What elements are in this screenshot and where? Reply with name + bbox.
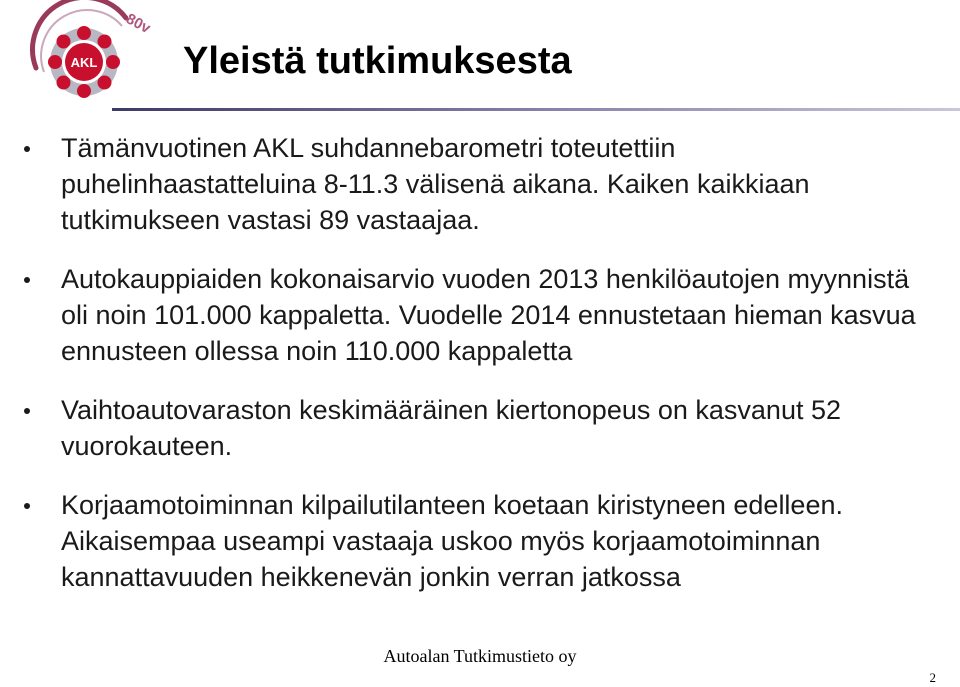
bullet-item: Korjaamotoiminnan kilpailutilanteen koetaan kiristyneen edelleen. Aikaisempaa useampi vastaaja uskoo myös korjaamotoiminnan kannattavuuden heikkenevän jonkin verran jatkossa bbox=[22, 487, 922, 595]
bullet-item: Tämänvuotinen AKL suhdannebarometri toteutettiin puhelinhaastatteluina 8-11.3 välisenä aikana. Kaiken kaikkiaan tutkimukseen vastasi 89 vastaajaa. bbox=[22, 130, 922, 238]
bullet-item: Autokauppiaiden kokonaisarvio vuoden 2013 henkilöautojen myynnistä oli noin 101.000 kappaletta. Vuodelle 2014 ennustetaan hieman kasvua ennusteen ollessa noin 110.000 kappaletta bbox=[22, 261, 922, 369]
akl-logo bbox=[30, 4, 154, 106]
bullet-list bbox=[22, 130, 922, 618]
logo-text: AKL bbox=[70, 55, 98, 70]
slide-title: Yleistä tutkimuksesta bbox=[183, 40, 572, 82]
logo-badge: 80v bbox=[123, 10, 154, 38]
bullet-item: Vaihtoautovaraston keskimääräinen kiertonopeus on kasvanut 52 vuorokauteen. bbox=[22, 392, 922, 464]
slide-footer: Autoalan Tutkimustieto oy bbox=[383, 646, 577, 666]
page-number: 2 bbox=[929, 670, 936, 685]
title-divider bbox=[112, 108, 960, 111]
